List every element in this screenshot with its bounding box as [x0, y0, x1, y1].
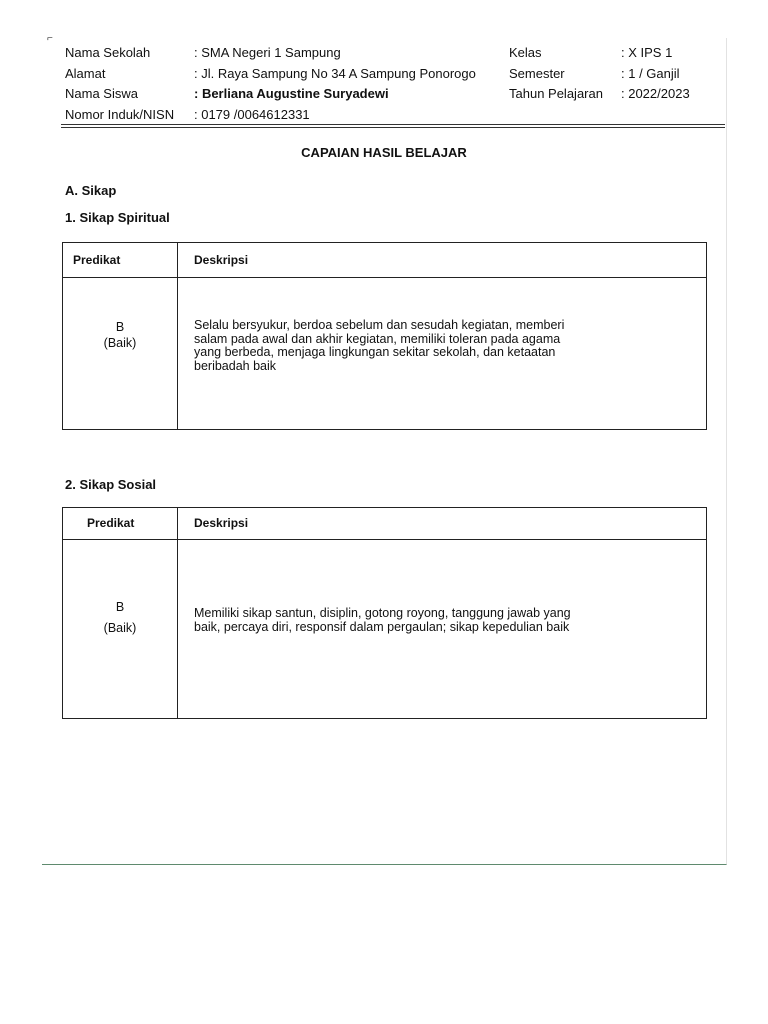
report-page [42, 38, 727, 865]
student-name-label: Nama Siswa [65, 86, 138, 101]
spiritual-description-line: salam pada awal dan akhir kegiatan, memiliki toleran pada agama [194, 331, 561, 346]
social-description-line: baik, percaya diri, responsif dalam pergaulan; sikap kepedulian baik [194, 619, 570, 634]
student-id-label: Nomor Induk/NISN [65, 107, 175, 122]
social-grade: B [115, 600, 125, 614]
address-value: : Jl. Raya Sampung No 34 A Sampung Ponorogo [194, 66, 476, 81]
spiritual-col-predikat: Predikat [73, 253, 121, 267]
social-table [62, 507, 707, 719]
spiritual-description-line: beribadah baik [194, 358, 277, 373]
spiritual-grade: B [115, 320, 125, 334]
social-description-line: Memiliki sikap santun, disiplin, gotong royong, tanggung jawab yang [194, 606, 571, 620]
academic-year-label: Tahun Pelajaran [509, 86, 603, 101]
student-name-value: : Berliana Augustine Suryadewi [194, 86, 389, 101]
header-rule-top [61, 124, 725, 125]
academic-year-value: : 2022/2023 [621, 86, 690, 101]
social-heading: 2. Sikap Sosial [65, 477, 157, 492]
social-table-header-row [63, 508, 706, 540]
social-col-deskripsi: Deskripsi [194, 516, 249, 530]
social-description [194, 607, 664, 634]
class-label: Kelas [509, 45, 542, 60]
spiritual-table-header-row [63, 243, 706, 278]
spiritual-grade-cell [63, 319, 177, 351]
header-rule-bottom [61, 127, 725, 128]
social-col-predikat: Predikat [87, 516, 135, 530]
spiritual-col-deskripsi: Deskripsi [194, 253, 249, 267]
student-id-value: : 0179 /0064612331 [194, 107, 310, 122]
address-label: Alamat [65, 66, 106, 81]
page-title: CAPAIAN HASIL BELAJAR [301, 145, 467, 160]
class-value: : X IPS 1 [621, 45, 673, 60]
social-grade-cell [63, 597, 177, 639]
corner-mark: ⌐ [47, 33, 53, 44]
spiritual-description [194, 319, 634, 373]
social-grade-label: (Baik) [103, 621, 137, 635]
spiritual-heading: 1. Sikap Spiritual [65, 210, 170, 225]
section-heading-sikap: A. Sikap [65, 183, 117, 198]
semester-value: : 1 / Ganjil [621, 66, 680, 81]
spiritual-description-line: Selalu bersyukur, berdoa sebelum dan sesudah kegiatan, memberi [194, 318, 565, 332]
spiritual-grade-label: (Baik) [103, 336, 137, 350]
spiritual-table-divider [177, 243, 178, 429]
school-name-label: Nama Sekolah [65, 45, 151, 60]
social-table-divider [177, 508, 178, 718]
spiritual-table [62, 242, 707, 430]
school-name-value: : SMA Negeri 1 Sampung [194, 45, 341, 60]
spiritual-description-line: yang berbeda, menjaga lingkungan sekitar sekolah, dan ketaatan [194, 345, 556, 359]
semester-label: Semester [509, 66, 565, 81]
